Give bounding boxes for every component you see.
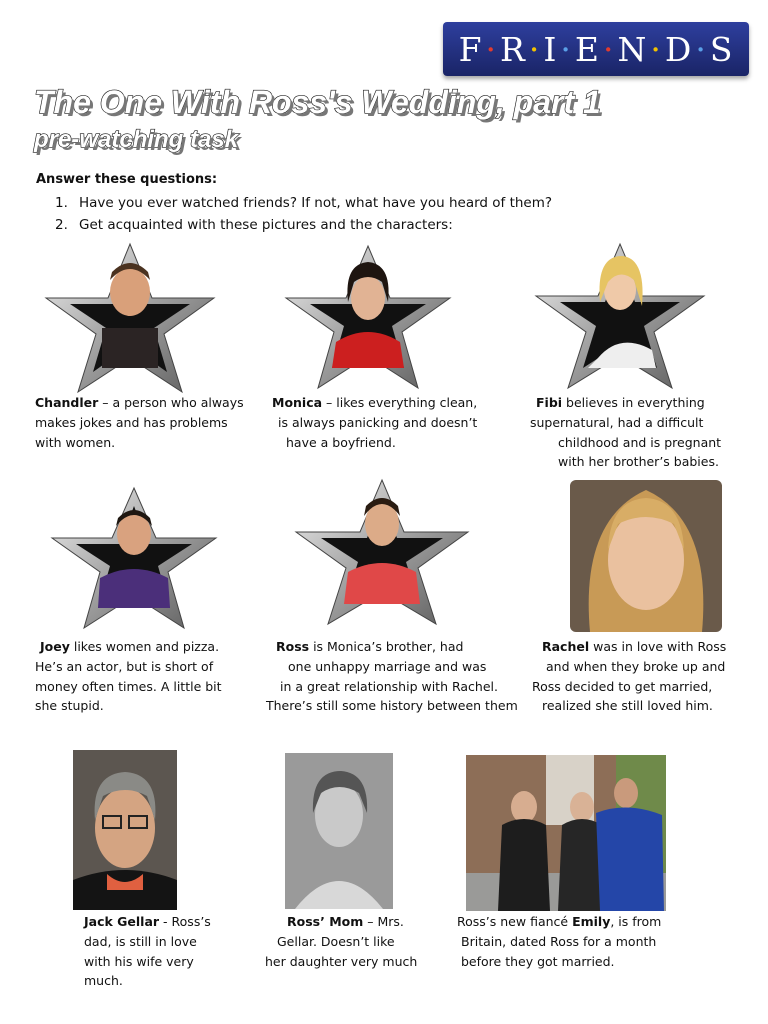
monica-caption — [272, 393, 477, 452]
caption-text: , is from — [610, 914, 662, 929]
character-name: Fibi — [536, 395, 563, 410]
caption-text: – a person who always — [98, 395, 244, 410]
caption-text: likes women and pizza. — [69, 639, 220, 654]
logo-letter: D — [664, 29, 693, 69]
character-name: Joey — [40, 639, 70, 654]
rachel-photo — [570, 480, 722, 632]
caption-text: with women. — [35, 434, 116, 450]
caption-text: – Mrs. — [363, 914, 404, 929]
caption-text: childhood and is pregnant — [558, 434, 722, 450]
fibi-caption — [530, 393, 721, 472]
questions-heading: Answer these questions: — [36, 172, 218, 187]
questions-list — [55, 192, 552, 236]
logo-letter: S — [709, 29, 734, 69]
caption-text: makes jokes and has problems — [35, 414, 228, 430]
caption-text: is always panicking and doesn’t — [278, 414, 478, 430]
caption-text: believes in everything — [562, 395, 705, 410]
caption-text: her daughter very much — [265, 953, 418, 969]
caption-text: There’s still some history between them — [266, 698, 518, 714]
caption-text: Ross’s new fiancé — [457, 914, 573, 929]
caption-text: she stupid. — [35, 698, 104, 714]
caption-text: is Monica’s brother, had — [309, 639, 464, 654]
caption-text: He’s an actor, but is short of — [35, 658, 214, 674]
caption-text: have a boyfriend. — [286, 434, 396, 450]
character-name: Ross’ Mom — [287, 914, 364, 929]
monica-star-photo — [278, 242, 458, 392]
character-name: Ross — [276, 639, 310, 654]
caption-text: one unhappy marriage and was — [288, 658, 487, 674]
caption-text: Ross decided to get married, — [532, 678, 713, 694]
caption-text: with her brother’s babies. — [558, 454, 719, 470]
caption-text: before they got married. — [461, 953, 615, 969]
logo-dot: · — [560, 29, 572, 69]
character-name: Monica — [272, 395, 323, 410]
logo-letter: R — [499, 29, 526, 69]
jack-gellar-caption — [84, 912, 211, 991]
caption-text: and when they broke up and — [546, 658, 726, 674]
question-item — [55, 214, 552, 236]
question-item — [55, 192, 552, 214]
caption-text: with his wife very — [84, 953, 194, 969]
ross-mom-caption — [265, 912, 417, 971]
logo-letter: I — [543, 29, 558, 69]
caption-text: supernatural, had a difficult — [530, 414, 704, 430]
caption-text: - Ross’s — [159, 914, 211, 929]
character-name: Emily — [572, 914, 611, 929]
caption-text: Britain, dated Ross for a month — [461, 933, 657, 949]
joey-caption — [35, 637, 222, 716]
question-number: 2. — [55, 217, 68, 233]
character-name: Chandler — [35, 395, 99, 410]
question-text: Have you ever watched friends? If not, what have you heard of them? — [79, 195, 553, 211]
emily-scene-image — [466, 755, 666, 911]
caption-text: was in love with Ross — [589, 639, 727, 654]
logo-letter: E — [574, 29, 600, 69]
fibi-star-photo — [528, 240, 710, 392]
friends-logo — [443, 22, 749, 76]
character-name: Jack Gellar — [84, 914, 160, 929]
page-title: The One With Ross's Wedding, part 1 — [34, 84, 601, 120]
caption-text: money often times. A little bit — [35, 678, 222, 694]
jack-gellar-portrait — [73, 750, 177, 910]
logo-dot: · — [695, 29, 707, 69]
rachel-caption — [532, 637, 726, 716]
caption-text: realized she still loved him. — [542, 698, 713, 714]
caption-text: dad, is still in love — [84, 933, 197, 949]
chandler-star-photo — [40, 240, 220, 400]
page-subtitle: pre-watching task — [34, 126, 239, 153]
ross-mom-photo — [285, 753, 393, 909]
question-number: 1. — [55, 195, 68, 211]
caption-text: – likes everything clean, — [322, 395, 478, 410]
jack-gellar-photo — [73, 750, 177, 910]
logo-letter: F — [458, 29, 483, 69]
caption-text: in a great relationship with Rachel. — [280, 678, 498, 694]
joey-star-photo — [44, 484, 224, 632]
caption-text: Gellar. Doesn’t like — [277, 933, 395, 949]
logo-dot: · — [528, 29, 541, 69]
rachel-portrait — [570, 480, 722, 632]
caption-text: much. — [84, 973, 123, 989]
logo-dot: · — [485, 29, 497, 69]
ross-star-photo — [288, 476, 476, 628]
ross-caption — [266, 637, 518, 716]
emily-caption — [457, 912, 661, 971]
chandler-caption — [35, 393, 244, 452]
logo-dot: · — [602, 29, 615, 69]
question-text: Get acquainted with these pictures and the characters: — [79, 217, 453, 233]
ross-mom-portrait — [285, 753, 393, 909]
logo-dot: · — [650, 29, 662, 69]
character-name: Rachel — [542, 639, 590, 654]
logo-letter: N — [617, 29, 648, 69]
emily-scene-photo — [466, 755, 666, 911]
